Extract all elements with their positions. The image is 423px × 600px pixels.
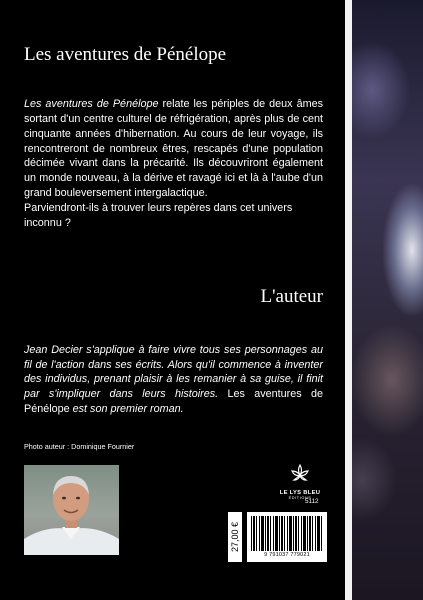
lily-icon (289, 463, 311, 485)
barcode-bars (251, 516, 323, 551)
isbn-number: 9 791037 779021 (264, 552, 310, 558)
publisher-name: LE LYS BLEU (279, 490, 321, 496)
author-heading: L'auteur (260, 286, 323, 307)
synopsis-question: Parviendront-ils à trouver leurs repères dans cet univers inconnu ? (24, 201, 293, 229)
bio-italic-part-1: Jean Decier s'applique à faire vivre tous ses personnages au fil de l'action dans ses écrits. Alors qu'il commence à inventer des individus, prenant plaisir à les remanier à sa guise, il finit par s'impliquer dans leurs histoires. (24, 344, 323, 401)
synopsis (24, 97, 323, 231)
author-portrait-image (24, 465, 119, 555)
publisher-logo (274, 463, 326, 500)
price-box (228, 512, 242, 562)
price: 27,00 € (230, 521, 240, 553)
author-photo (24, 465, 119, 555)
barcode (247, 512, 327, 562)
author-bio (24, 343, 323, 416)
product-code: 5112 (305, 498, 319, 505)
photo-credit: Photo auteur : Dominique Fournier (24, 442, 135, 451)
book-spine (345, 0, 352, 600)
synopsis-book-title: Les aventures de Pénélope (24, 98, 159, 110)
bio-italic-part-2: est son premier roman. (69, 402, 184, 415)
synopsis-text: relate les périples de deux âmes sortant d'un centre culturel de réfrigération, après plus de cent cinquante années d'hibernation. Au cours de leur voyage, ils rencontreront de nombreux êtres, rescapés d'une population décimée vivant dans la précarité. Ils découvriront également un monde nouveau, à la dérive et ravagé ici et là à l'aube d'un grand bouleversement intergalactique. (24, 98, 323, 200)
book-title: Les aventures de Pénélope (24, 44, 227, 65)
bio-book-title: Les aventures de Pénélope (24, 388, 323, 415)
front-cover-artwork (352, 0, 423, 600)
publisher-sub: ÉDITIONS (288, 496, 312, 500)
